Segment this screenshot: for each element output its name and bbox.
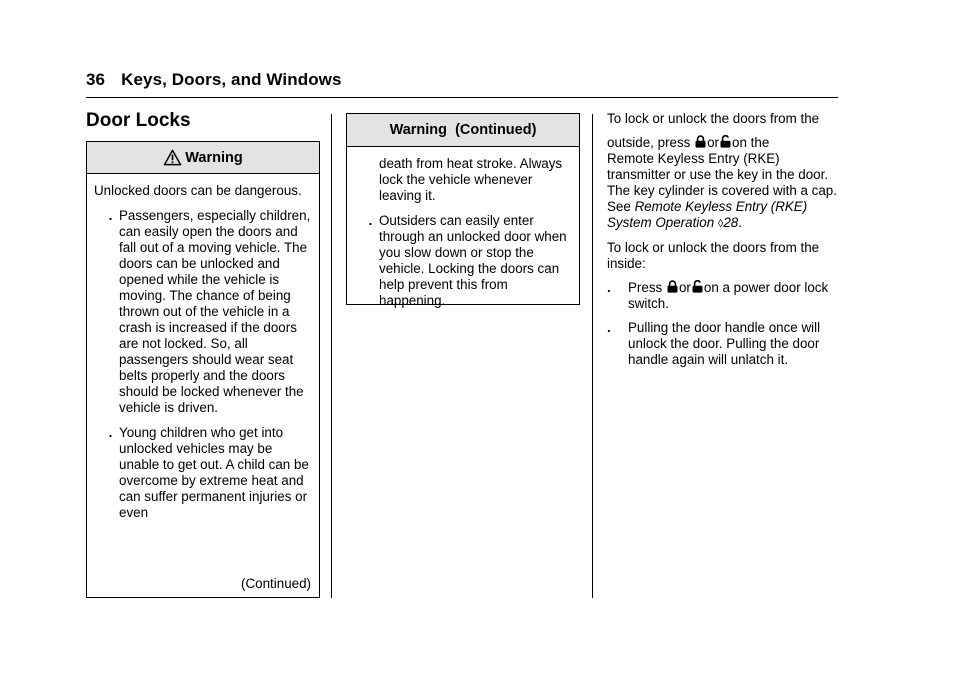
page-reference[interactable]: 28	[723, 215, 739, 230]
list-item	[607, 320, 839, 368]
header-rule	[86, 97, 838, 98]
paragraph: To lock or unlock the doors from the inside:	[607, 240, 820, 271]
list-item-text: Pulling the door handle once will unlock the door. Pulling the door handle again will unlatch it.	[628, 320, 821, 367]
warning-title: Warning	[185, 149, 243, 166]
bullet-marker	[354, 213, 379, 309]
bullet-marker	[94, 208, 119, 416]
cross-reference[interactable]: Remote Keyless Entry (RKE) System Operation	[607, 199, 808, 230]
unlock-icon	[692, 280, 703, 293]
column-divider-2	[592, 114, 593, 598]
list-item-text: death from heat stroke. Always lock the vehicle whenever leaving it.	[379, 156, 563, 203]
list-item: . Press or on a power door lock switch.	[607, 280, 839, 312]
warning-box-body	[347, 147, 579, 309]
lock-icon	[667, 280, 678, 293]
bullet-marker	[607, 320, 628, 368]
list-item	[354, 213, 572, 309]
page-number: 36	[86, 70, 106, 89]
list-item	[94, 208, 312, 416]
bullet-marker	[607, 280, 628, 312]
section-title: Door Locks	[86, 110, 191, 131]
list-item-text: Passengers, especially children, can easily open the doors and fall out of a moving vehicle. The doors can be unlocked and opened while the vehicle is moving. The chance of being thrown out of the vehicle in a crash is increased if the doors are not locked. So, all passengers should wear seat belts properly and the doors should be locked whenever the vehicle is driven.	[119, 208, 311, 415]
warning-box-header	[347, 114, 579, 147]
lock-icon	[695, 135, 706, 148]
chapter-title: Keys, Doors, and Windows	[121, 70, 342, 89]
warning-box-header	[87, 142, 319, 174]
paragraph: To lock or unlock the doors from the outside, press or on the Remote Keyless Entry (RKE) transmitter or use the key in the door. The key cylinder is covered with a cap. See Remote Keyless Entry (RKE) System Operation ◊28.	[607, 111, 837, 230]
instructions-column	[607, 111, 839, 368]
warning-intro: Unlocked doors can be dangerous.	[94, 183, 302, 198]
warning-title: Warning (Continued)	[389, 122, 537, 138]
bullet-marker	[94, 425, 119, 521]
warning-box	[86, 141, 320, 598]
unlock-icon	[720, 135, 731, 148]
list-item	[94, 425, 312, 521]
column-divider-1	[331, 114, 332, 598]
list-item	[354, 156, 572, 204]
warning-box-body	[87, 174, 319, 521]
warning-box-continued	[346, 113, 580, 308]
continued-note: (Continued)	[241, 576, 311, 591]
page-header	[86, 70, 342, 90]
list-item-text: Outsiders can easily enter through an unlocked door when you slow down or stop the vehicle. Locking the doors can help prevent this from happening.	[379, 213, 567, 308]
list-item-text: Young children who get into unlocked vehicles may be unable to get out. A child can be overcome by extreme heat and can suffer permanent injuries or even	[119, 425, 309, 520]
page-reference-icon: ◊	[717, 218, 724, 230]
warning-triangle-icon	[163, 149, 182, 166]
